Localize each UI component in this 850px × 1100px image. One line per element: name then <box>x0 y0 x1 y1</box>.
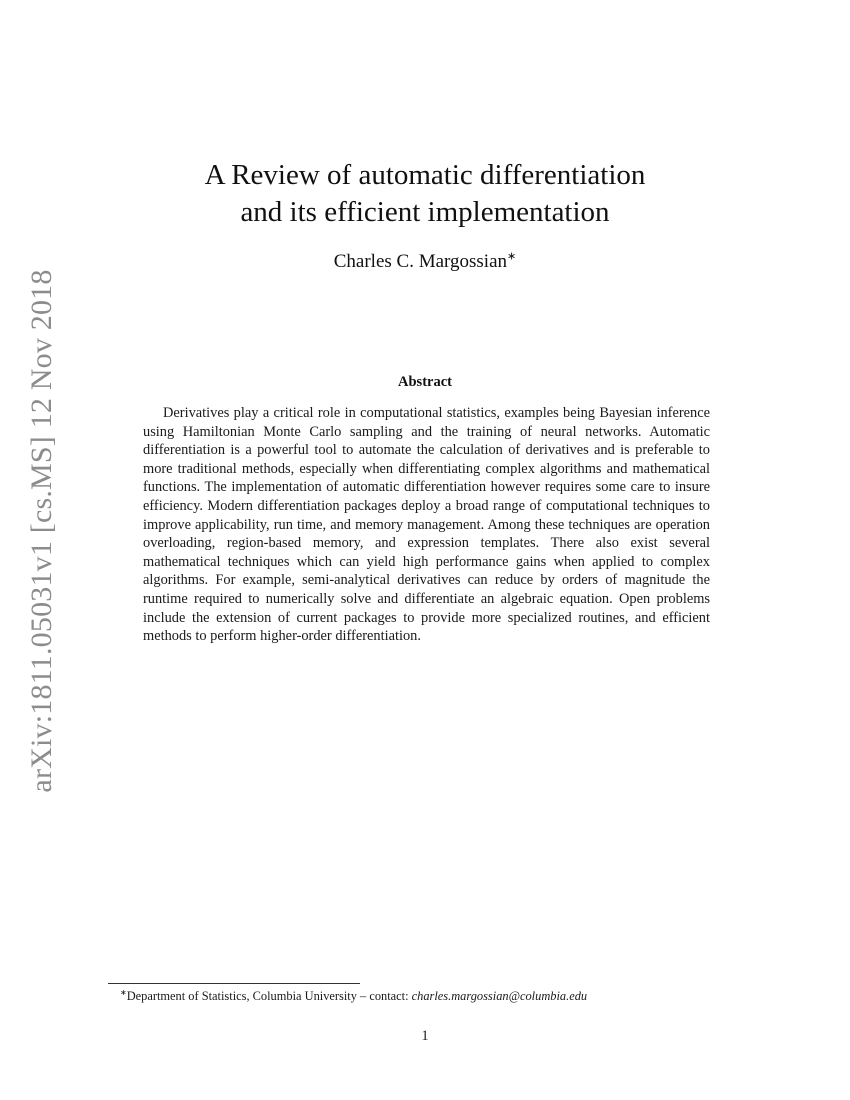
abstract-heading: Abstract <box>398 374 452 390</box>
abstract-body: Derivatives play a critical role in computational statistics, examples being Bayesian inference using Hamiltonian Monte Carlo sampling and the training of neural networks. Automatic differentiation is a powerful tool to automate the calculation of derivatives and is preferable to more traditional methods, especially when differentiating complex algorithms and mathematical functions. The implementation of automatic differentiation however requires some care to insure efficiency. Modern differentiation packages deploy a broad range of computational techniques to improve applicability, run time, and memory management. Among these techniques are operation overloading, region-based memory, and expression templates. There also exist several mathematical techniques which can yield high performance gains when applied to complex algorithms. For example, semi-analytical derivatives can reduce by orders of magnitude the runtime required to numerically solve and differentiate an algebraic equation. Open problems include the extension of current packages to provide more specialized routines, and efficient methods to perform higher-order differentiation. <box>143 405 710 645</box>
footnote-rule <box>108 983 360 984</box>
footnote <box>120 989 760 1004</box>
footnote-affiliation: Department of Statistics, Columbia University – contact: <box>126 989 412 1003</box>
arxiv-watermark: arXiv:1811.05031v1 [cs.MS] 12 Nov 2018 <box>25 269 58 793</box>
author-footnote-mark: ∗ <box>507 250 517 263</box>
page-number: 1 <box>421 1028 429 1044</box>
title-line-2: and its efficient implementation <box>240 196 610 228</box>
author-line <box>100 251 750 273</box>
author-name: Charles C. Margossian <box>333 251 508 272</box>
footnote-mark: ∗ <box>120 987 127 997</box>
title-line-1: A Review of automatic differentiation <box>204 159 646 191</box>
footnote-email: charles.margossian@columbia.edu <box>411 989 588 1003</box>
paper-title <box>100 157 750 231</box>
